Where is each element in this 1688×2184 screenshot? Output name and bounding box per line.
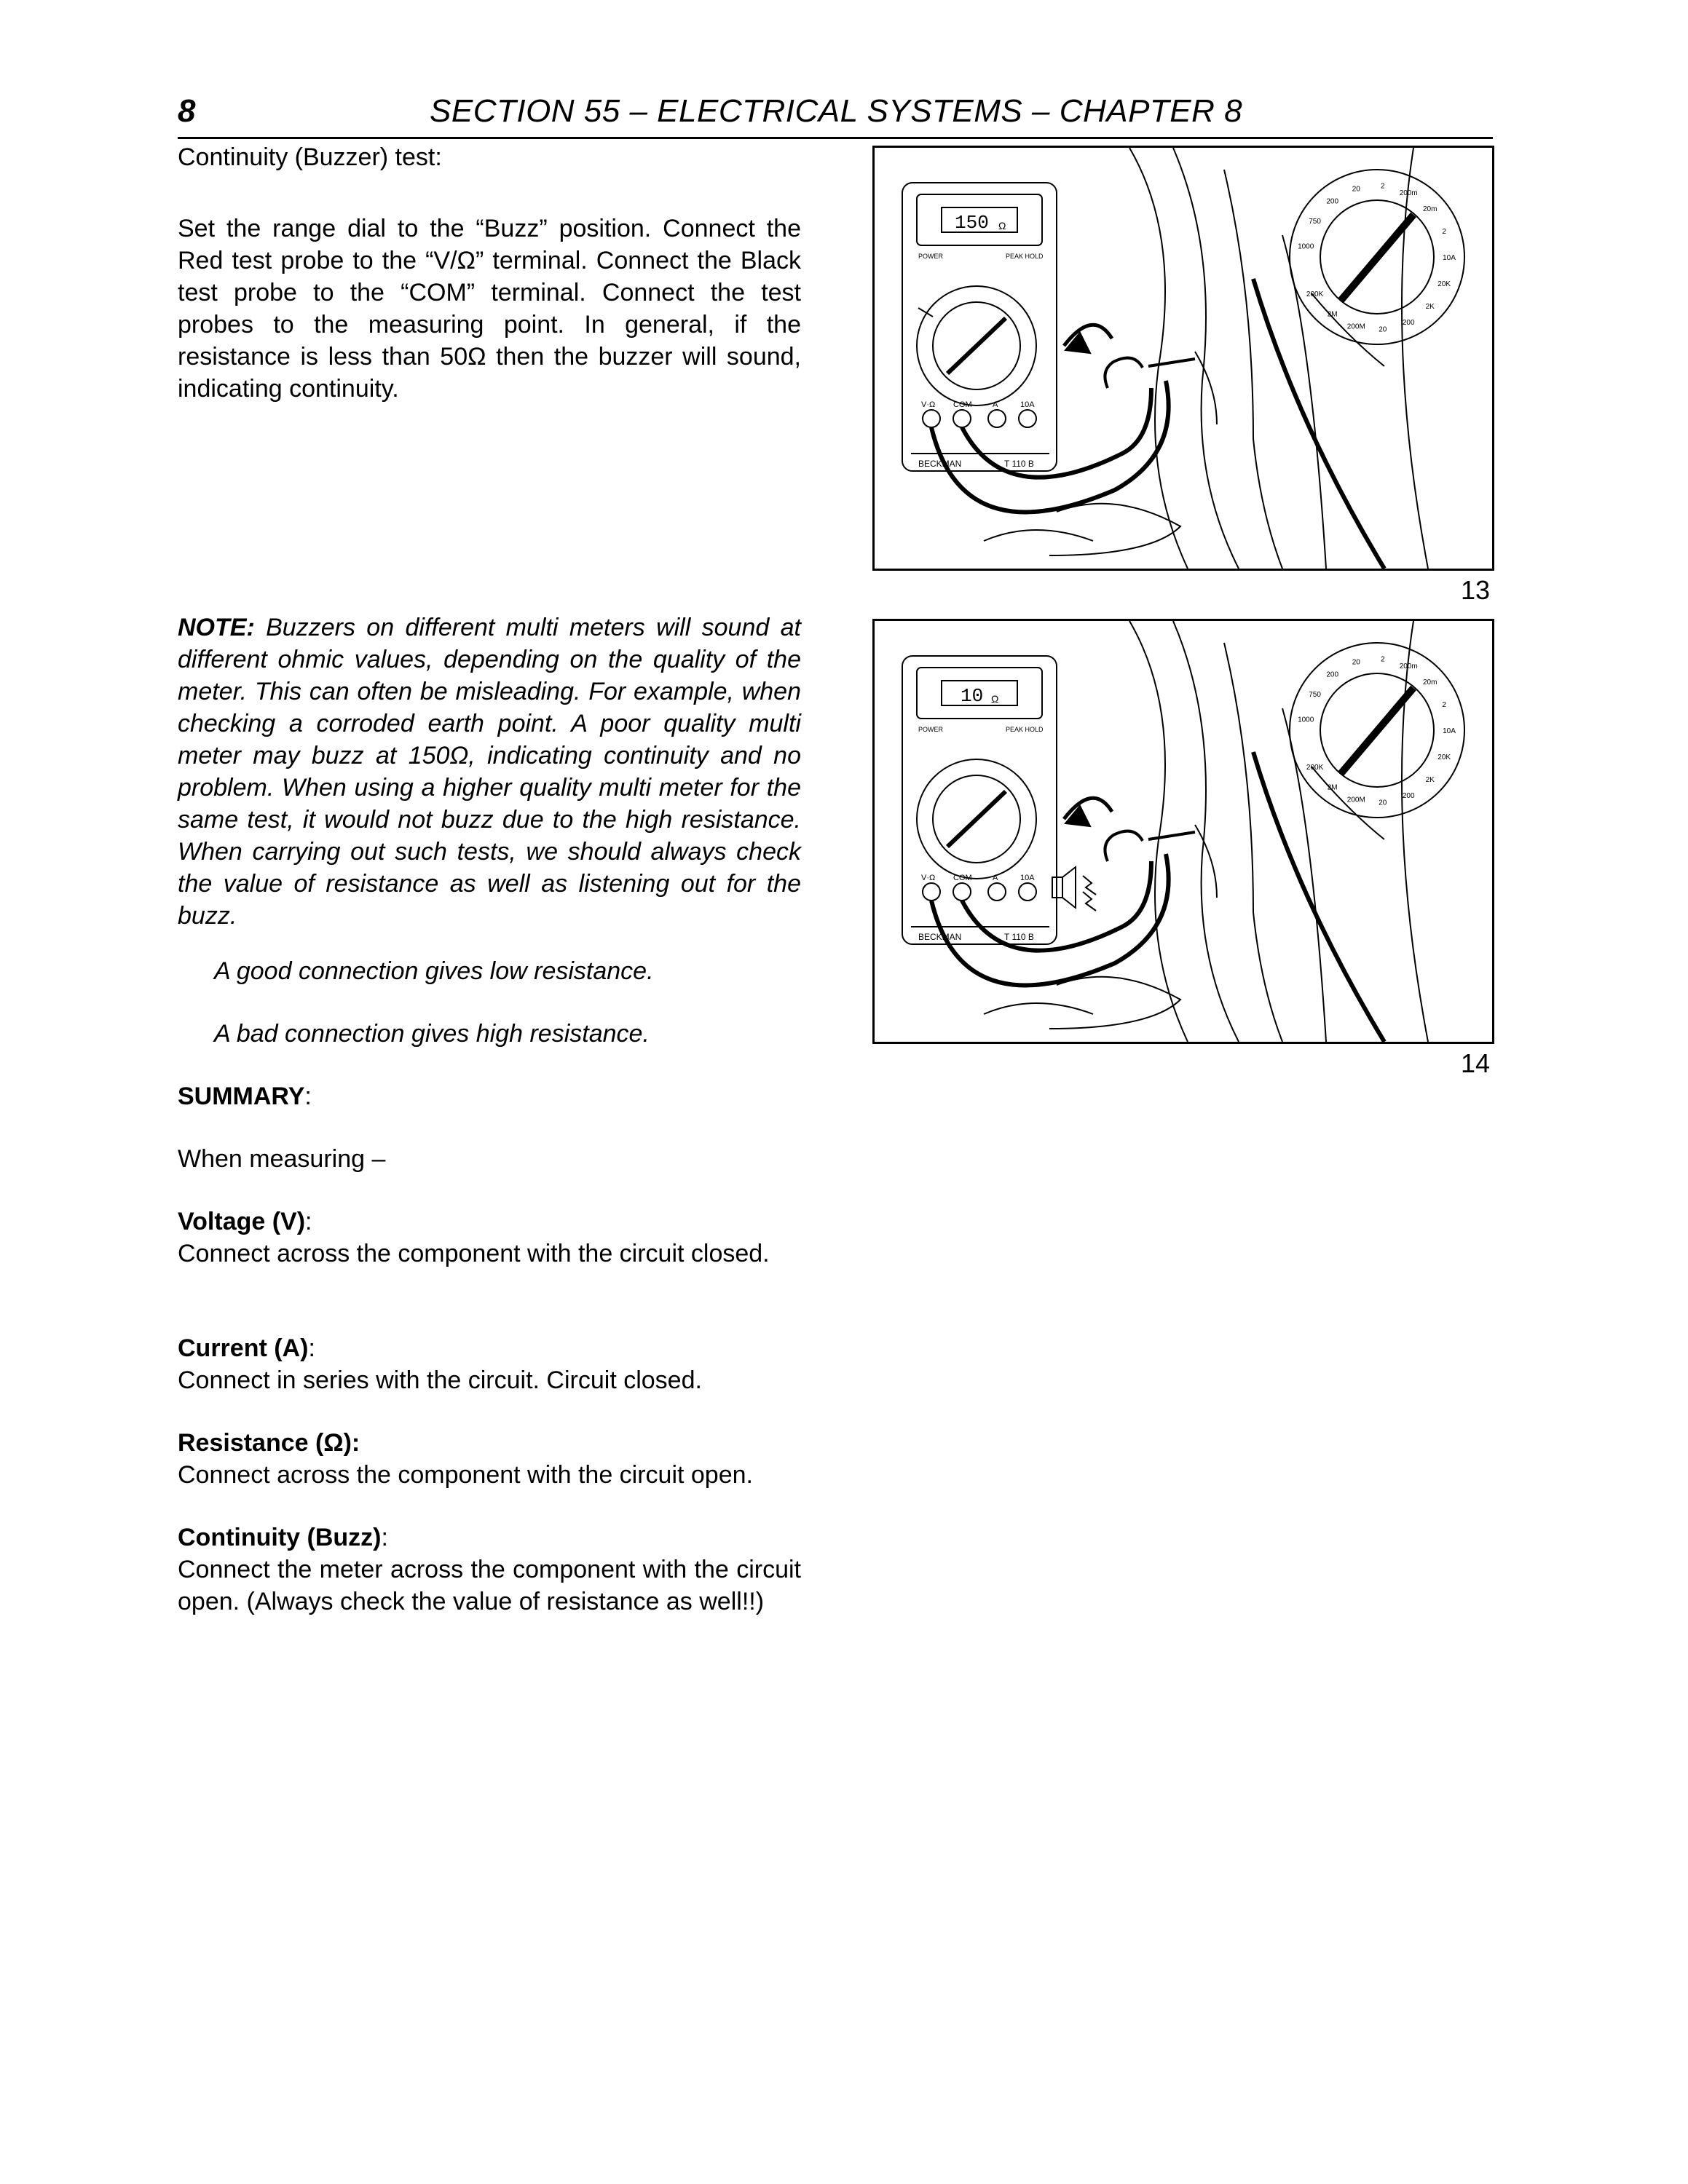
- peak-label: PEAK HOLD: [1006, 726, 1044, 733]
- power-label: POWER: [918, 726, 944, 733]
- dial-scale-label: 2M: [1327, 783, 1338, 792]
- dial-scale-label: 20: [1379, 799, 1387, 807]
- voltage-heading: Voltage (V): [178, 1208, 306, 1235]
- dial-scale-label: 20: [1352, 658, 1360, 667]
- header-divider: [178, 137, 1493, 139]
- multimeter-buzz-sound-illustration: [875, 621, 1492, 1042]
- dial-scale-label: 750: [1309, 217, 1321, 226]
- terminal-a: A: [993, 874, 998, 882]
- figure-13-number: 13: [1461, 575, 1491, 605]
- display-reading: 10: [961, 685, 984, 707]
- dial-scale-label: 1000: [1298, 716, 1314, 724]
- dial-scale-label: 200: [1402, 792, 1415, 801]
- voltage-heading-line: Voltage (V):: [178, 1208, 312, 1235]
- resistance-heading: Resistance (Ω):: [178, 1429, 360, 1457]
- dial-scale-label: 1000: [1298, 242, 1314, 251]
- figure-13: [872, 146, 1494, 571]
- summary-intro: When measuring –: [178, 1145, 386, 1173]
- dial-scale-label: 20m: [1422, 205, 1437, 213]
- continuity-summary-heading-line: Continuity (Buzz):: [178, 1524, 388, 1551]
- display-unit: Ω: [998, 220, 1006, 232]
- dial-scale-label: 2: [1381, 182, 1385, 191]
- terminal-a: A: [993, 400, 998, 409]
- dial-scale-label: 10A: [1443, 727, 1456, 735]
- display-unit: Ω: [991, 693, 999, 705]
- resistance-heading-line: [178, 1427, 801, 1459]
- dial-scale-label: 200M: [1346, 323, 1365, 331]
- page-number: 8: [178, 93, 196, 129]
- dial-scale-label: 2K: [1425, 303, 1435, 312]
- current-heading-line: Current (A):: [178, 1334, 315, 1362]
- terminal-vohm: V·Ω: [921, 400, 936, 409]
- good-connection-text: A good connection gives low resistance.: [214, 957, 654, 985]
- dial-scale-label: 200M: [1346, 796, 1365, 804]
- model-label: T 110 B: [1004, 932, 1034, 942]
- dial-scale-label: 2: [1442, 227, 1446, 236]
- note-body: Buzzers on different multi meters will sound at different ohmic values, depending on the quality of the meter. This can often be misleading. For example, when checking a corroded earth point. A poor quality multi meter may buzz at 150Ω, indicating continuity and no problem. When using a higher quality multi meter for the same test, it would not buzz due to the high resistance. When carrying out such tests, we should always check the value of resistance as well as listening out for the buzz.: [178, 614, 801, 930]
- continuity-summary-text: Connect the meter across the component with the circuit open. (Always check the value of resistance as well!!): [178, 1556, 801, 1615]
- peak-label: PEAK HOLD: [1006, 253, 1044, 260]
- note-label: NOTE:: [178, 614, 255, 641]
- current-text: Connect in series with the circuit. Circuit closed.: [178, 1366, 702, 1394]
- dial-scale-label: 20: [1352, 185, 1360, 194]
- display-reading: 150: [955, 212, 989, 234]
- note-paragraph: [178, 612, 801, 932]
- dial-scale-label: 200K: [1306, 764, 1324, 772]
- dial-scale-label: 20K: [1437, 753, 1451, 762]
- dial-scale-label: 200: [1402, 319, 1415, 328]
- brand-label: BECKMAN: [918, 932, 962, 942]
- dial-scale-label: 20m: [1422, 678, 1437, 687]
- dial-scale-label: 2: [1442, 700, 1446, 709]
- terminal-10a: 10A: [1020, 874, 1035, 882]
- dial-scale-label: 10A: [1443, 254, 1456, 262]
- dial-scale-label: 750: [1309, 690, 1321, 699]
- dial-scale-label: 200m: [1399, 189, 1418, 197]
- current-heading: Current (A): [178, 1334, 309, 1362]
- dial-scale-label: 2M: [1327, 310, 1338, 319]
- bad-connection-text: A bad connection gives high resistance.: [214, 1020, 650, 1048]
- summary-heading-line: SUMMARY:: [178, 1083, 312, 1110]
- dial-scale-label: 200: [1326, 670, 1339, 679]
- dial-scale-label: 200m: [1399, 662, 1418, 670]
- dial-scale-label: 200: [1326, 197, 1339, 206]
- continuity-body: Set the range dial to the “Buzz” position. Connect the Red test probe to the “V/Ω” terminal. Connect the Black test probe to the “COM” terminal. Connect the test probes to the measuring point. In general, if the resistance is less than 50Ω then the buzzer will sound, indicating continuity.: [178, 215, 801, 403]
- terminal-vohm: V·Ω: [921, 874, 936, 882]
- dial-scale-label: 20: [1379, 325, 1387, 334]
- terminal-com: COM: [953, 874, 972, 882]
- dial-scale-label: 2: [1381, 655, 1385, 664]
- figure-14-number: 14: [1461, 1048, 1491, 1078]
- continuity-heading: Continuity (Buzzer) test:: [178, 143, 442, 171]
- section-title: SECTION 55 – ELECTRICAL SYSTEMS – CHAPTER 8: [430, 93, 1243, 129]
- summary-heading: SUMMARY: [178, 1083, 305, 1110]
- continuity-summary-heading: Continuity (Buzz): [178, 1524, 382, 1551]
- dial-scale-label: 200K: [1306, 290, 1324, 299]
- terminal-com: COM: [953, 400, 972, 409]
- dial-scale-label: 20K: [1437, 280, 1451, 289]
- power-label: POWER: [918, 253, 944, 260]
- dial-scale-label: 2K: [1425, 776, 1435, 785]
- multimeter-buzzer-illustration: [875, 148, 1492, 569]
- terminal-10a: 10A: [1020, 400, 1035, 409]
- model-label: T 110 B: [1004, 459, 1034, 469]
- resistance-text: Connect across the component with the circuit open.: [178, 1461, 753, 1489]
- voltage-text: Connect across the component with the circuit closed.: [178, 1240, 770, 1267]
- brand-label: BECKMAN: [918, 459, 962, 469]
- figure-14: [872, 619, 1494, 1044]
